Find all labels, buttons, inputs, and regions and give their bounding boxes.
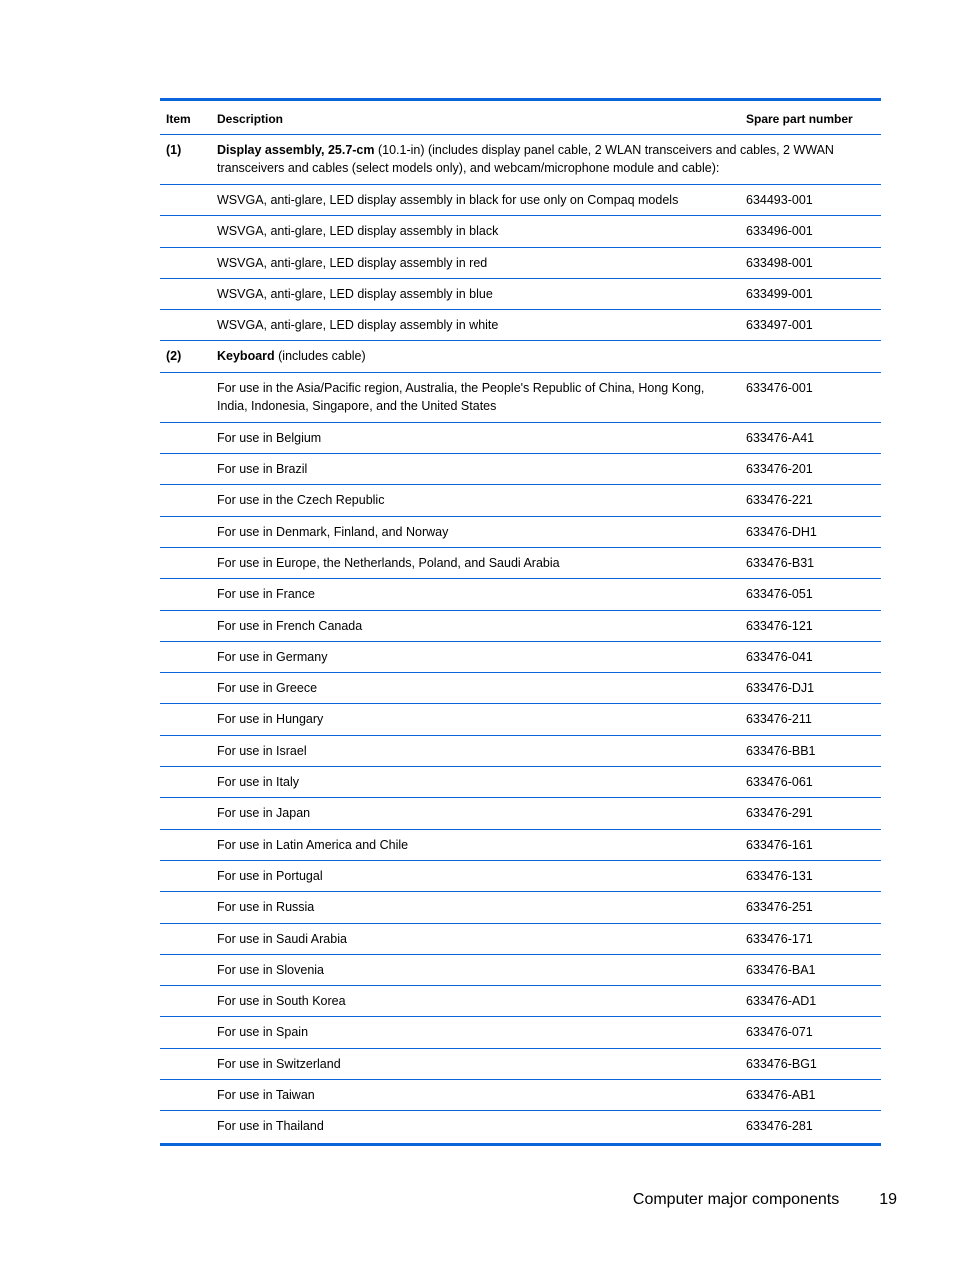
- row-description: [217, 992, 746, 1010]
- row-description: [217, 222, 746, 240]
- row-spare-part-number: 633476-DJ1: [746, 681, 815, 696]
- row-spare-part-number: 633476-001: [746, 380, 813, 395]
- row-description: [217, 804, 746, 822]
- table-row: [160, 798, 881, 829]
- table-row: [160, 373, 881, 423]
- row-description-text: (includes cable): [274, 349, 366, 364]
- header-spare-part-number: Spare part number: [746, 112, 853, 126]
- row-spare-part-number: 633476-251: [746, 900, 813, 915]
- spare-parts-table: [160, 98, 881, 1146]
- row-description: [217, 867, 746, 885]
- table-row: [160, 1049, 881, 1080]
- row-spare-part-number: 633476-281: [746, 1119, 813, 1134]
- row-description-text: For use in Italy: [217, 775, 299, 790]
- row-spare-part-number: 633476-221: [746, 493, 813, 508]
- row-description: [217, 648, 746, 666]
- table-row: [160, 704, 881, 735]
- row-description: [217, 961, 746, 979]
- footer-section-title: Computer major components: [632, 1191, 840, 1208]
- row-description-text: WSVGA, anti-glare, LED display assembly in black for use only on Compaq models: [217, 193, 679, 207]
- row-item-number: (2): [166, 349, 182, 364]
- row-description-text: For use in Thailand: [217, 1119, 324, 1134]
- row-spare-part-number: 633499-001: [746, 286, 813, 301]
- row-description-text: For use in Hungary: [217, 712, 324, 727]
- row-description: [217, 254, 746, 272]
- row-spare-part-number: 633476-041: [746, 649, 813, 664]
- row-description: [217, 460, 746, 478]
- table-row: [160, 454, 881, 485]
- row-description-text: WSVGA, anti-glare, LED display assembly in blue: [217, 286, 493, 301]
- row-description: [217, 836, 746, 854]
- table-row: [160, 673, 881, 704]
- row-description: [217, 742, 746, 760]
- table-row: [160, 279, 881, 310]
- row-description-text: For use in the Czech Republic: [217, 493, 385, 508]
- table-body: [160, 135, 881, 1143]
- row-description: [217, 316, 746, 334]
- row-spare-part-number: 633476-AB1: [746, 1088, 816, 1103]
- row-description-text: For use in Russia: [217, 900, 315, 915]
- row-spare-part-number: 633476-061: [746, 775, 813, 790]
- row-description-text: For use in Taiwan: [217, 1088, 315, 1103]
- table-row: [160, 423, 881, 454]
- row-spare-part-number: 633476-211: [746, 712, 812, 727]
- table-row: [160, 517, 881, 548]
- row-description: [217, 285, 746, 303]
- page-number: 19: [879, 1191, 897, 1208]
- row-description-text: For use in South Korea: [217, 994, 346, 1009]
- row-description-text: For use in Israel: [217, 743, 307, 758]
- table-row: [160, 341, 881, 372]
- row-description: [217, 710, 746, 728]
- row-description: [217, 1117, 746, 1135]
- table-row: [160, 548, 881, 579]
- row-description-bold: Display assembly, 25.7-cm: [217, 143, 375, 157]
- row-spare-part-number: 633497-001: [746, 318, 813, 333]
- row-description: [217, 1086, 746, 1104]
- row-description-text: For use in Belgium: [217, 430, 322, 445]
- row-description: [217, 429, 746, 447]
- row-spare-part-number: 633476-AD1: [746, 994, 817, 1009]
- row-description-text: For use in Europe, the Netherlands, Poland, and Saudi Arabia: [217, 555, 560, 570]
- row-description: [217, 898, 746, 916]
- row-description: [217, 141, 881, 177]
- row-description-text: For use in the Asia/Pacific region, Australia, the People's Republic of China, Hong Kong, India, Indonesia, Singapore, and the United States: [217, 380, 705, 413]
- table-row: [160, 579, 881, 610]
- row-description-text: (10.1-in) (includes display panel cable, 2 WLAN transceivers and cables, 2 WWAN transceivers and cables (select models only), and webcam/microphone module and cable):: [217, 143, 834, 175]
- row-description: [217, 930, 746, 948]
- table-row: [160, 642, 881, 673]
- row-spare-part-number: 633476-BB1: [746, 743, 816, 758]
- table-row: [160, 248, 881, 279]
- row-spare-part-number: 633476-DH1: [746, 524, 817, 539]
- header-description: Description: [217, 112, 284, 126]
- row-description: [217, 617, 746, 635]
- row-description-text: For use in Latin America and Chile: [217, 837, 409, 852]
- row-description: [217, 679, 746, 697]
- row-spare-part-number: 633476-071: [746, 1025, 813, 1040]
- table-row: [160, 924, 881, 955]
- page-footer: [633, 1190, 897, 1210]
- row-spare-part-number: 633476-BA1: [746, 962, 816, 977]
- table-row: [160, 135, 881, 185]
- row-description: [217, 773, 746, 791]
- table-row: [160, 830, 881, 861]
- row-description: [217, 523, 746, 541]
- row-description-text: For use in Germany: [217, 649, 328, 664]
- row-spare-part-number: 633476-121: [746, 618, 813, 633]
- row-description-text: For use in Spain: [217, 1025, 309, 1040]
- row-spare-part-number: 633476-BG1: [746, 1056, 817, 1071]
- row-description-text: For use in Switzerland: [217, 1056, 341, 1071]
- row-item-number: (1): [166, 143, 182, 157]
- row-description-text: For use in France: [217, 587, 315, 602]
- row-description-text: For use in Brazil: [217, 462, 308, 477]
- row-spare-part-number: 633476-291: [746, 806, 813, 821]
- row-description: [217, 491, 746, 509]
- row-spare-part-number: 633498-001: [746, 255, 813, 270]
- table-row: [160, 861, 881, 892]
- row-description: [217, 191, 746, 209]
- row-spare-part-number: 633496-001: [746, 224, 813, 239]
- row-spare-part-number: 633476-131: [746, 868, 813, 883]
- row-description-text: For use in Slovenia: [217, 962, 325, 977]
- row-description-text: WSVGA, anti-glare, LED display assembly in black: [217, 224, 499, 239]
- table-row: [160, 767, 881, 798]
- table-header-row: [160, 101, 881, 135]
- row-spare-part-number: 633476-B31: [746, 555, 815, 570]
- row-description-text: For use in Denmark, Finland, and Norway: [217, 524, 449, 539]
- row-description-text: For use in Japan: [217, 806, 311, 821]
- table-row: [160, 216, 881, 247]
- header-item: Item: [166, 112, 191, 126]
- row-description: [217, 379, 746, 415]
- row-description-text: For use in Portugal: [217, 868, 323, 883]
- row-spare-part-number: 633476-201: [746, 462, 813, 477]
- row-description: [217, 1055, 746, 1073]
- row-description: [217, 554, 746, 572]
- row-spare-part-number: 633476-051: [746, 587, 813, 602]
- row-description-bold: Keyboard: [217, 349, 275, 364]
- row-description-text: For use in Saudi Arabia: [217, 931, 347, 946]
- table-row: [160, 892, 881, 923]
- table-row: [160, 485, 881, 516]
- table-row: [160, 955, 881, 986]
- row-description: [217, 347, 746, 365]
- row-spare-part-number: 633476-171: [746, 931, 813, 946]
- table-row: [160, 1111, 881, 1142]
- table-row: [160, 1080, 881, 1111]
- row-description: [217, 1023, 746, 1041]
- table-row: [160, 736, 881, 767]
- table-row: [160, 986, 881, 1017]
- row-description-text: For use in French Canada: [217, 618, 363, 633]
- table-row: [160, 310, 881, 341]
- table-row: [160, 611, 881, 642]
- table-row: [160, 185, 881, 216]
- row-description-text: WSVGA, anti-glare, LED display assembly in red: [217, 255, 488, 270]
- row-description: [217, 585, 746, 603]
- row-spare-part-number: 633476-A41: [746, 430, 815, 445]
- row-spare-part-number: 633476-161: [746, 837, 813, 852]
- table-row: [160, 1017, 881, 1048]
- row-spare-part-number: 634493-001: [746, 193, 813, 207]
- row-description-text: For use in Greece: [217, 681, 318, 696]
- row-description-text: WSVGA, anti-glare, LED display assembly in white: [217, 318, 499, 333]
